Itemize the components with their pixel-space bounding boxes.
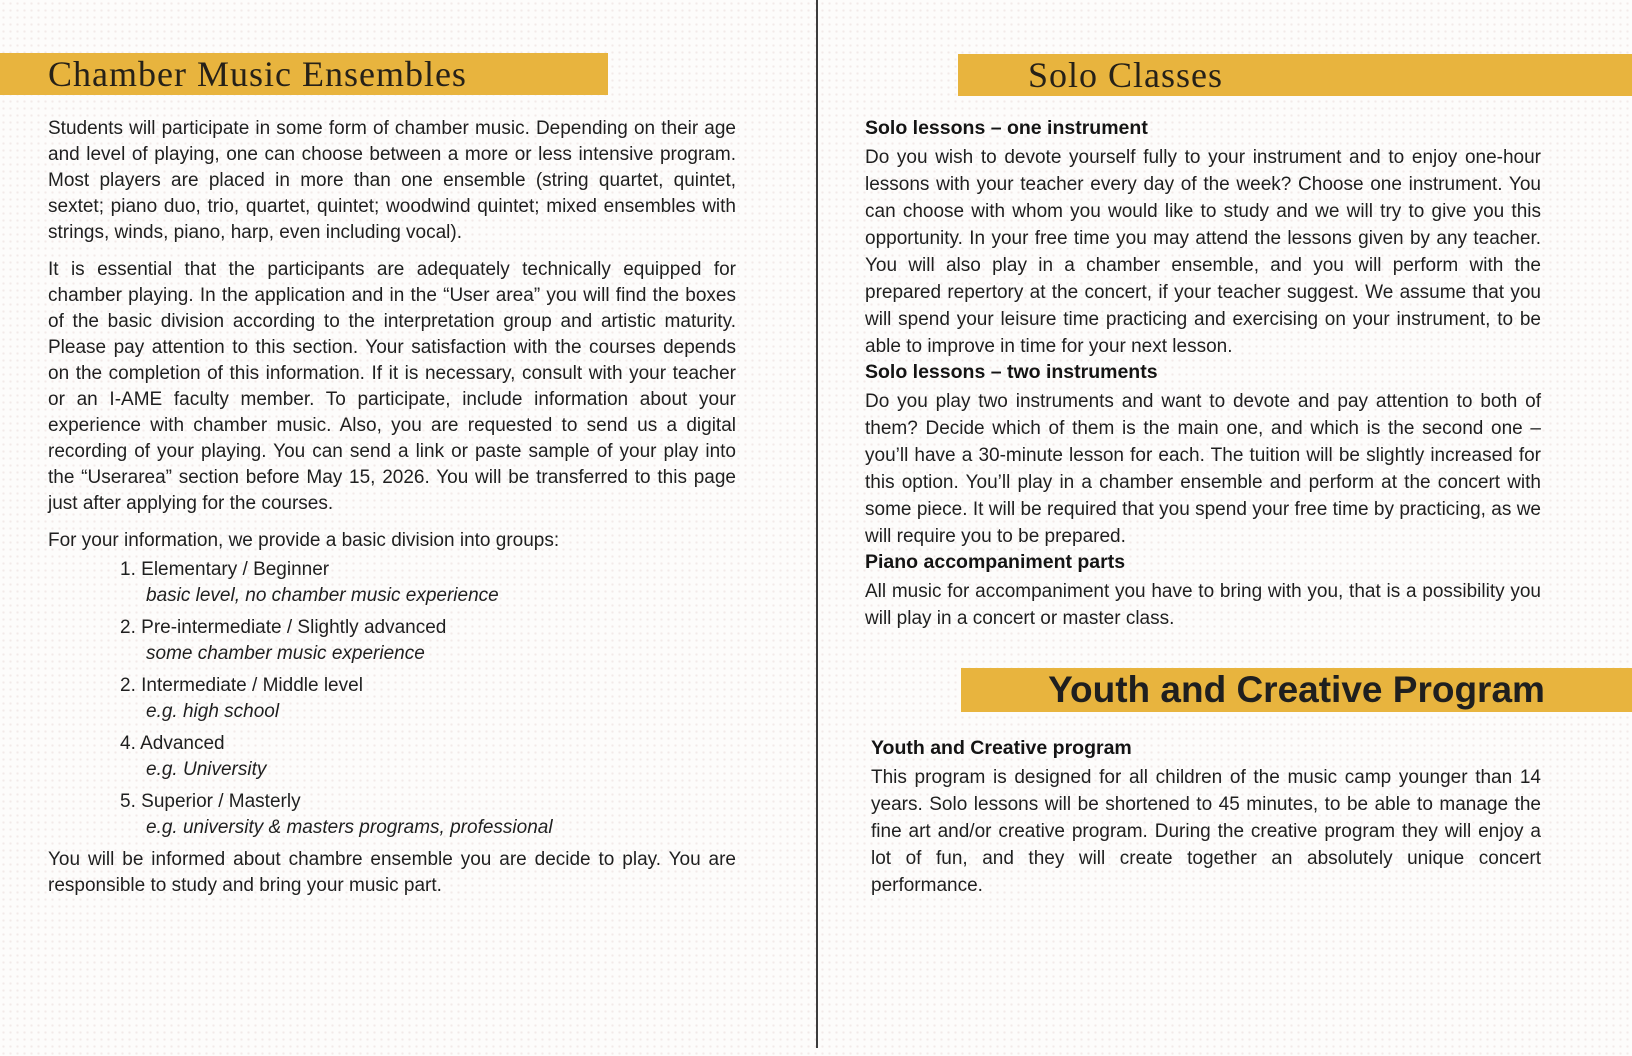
youth-paragraph: This program is designed for all children of the music camp younger than 14 years. Solo lessons will be shortened to 45 minutes, to be able to manage the fine art and/or creative program. During the creative program they will enjoy a lot of fun, and they will create together an absolutely unique concert performance. <box>871 767 1541 896</box>
group-label: 1. Elementary / Beginner <box>120 559 330 580</box>
group-item <box>120 731 736 783</box>
group-number: 5. <box>120 791 136 812</box>
group-list <box>48 557 736 841</box>
group-number: 2. <box>120 675 136 696</box>
group-number: 4. <box>120 733 136 754</box>
application-paragraph: It is essential that the participants are adequately technically equipped for chamber playing. In the application and in the “User area” you will find the boxes of the basic division according to the interpretation group and artistic maturity. Please pay attention to this section. Your satisfaction with the courses depends on the completion of this information. If it is necessary, consult with your teacher or an I-AME faculty member. To participate, include information about your experience with chamber music. Also, you are requested to send us a digital recording of your playing. You can send a link or paste sample of your play into the “Userarea” section before May 15, 2026. You will be transferred to this page just after applying for the courses. <box>48 259 736 514</box>
group-note: basic level, no chamber music experience <box>146 585 499 606</box>
group-item <box>120 557 736 609</box>
youth-heading: Youth and Creative program <box>871 737 1132 759</box>
group-item <box>120 673 736 725</box>
youth-program-title: Youth and Creative Program <box>1048 669 1545 710</box>
group-item <box>120 789 736 841</box>
solo-classes-banner <box>958 54 1632 96</box>
left-banner <box>0 53 608 95</box>
left-page-body <box>48 116 736 899</box>
group-label: 2. Pre-intermediate / Slightly advanced <box>120 617 447 638</box>
group-label: 5. Superior / Masterly <box>120 791 301 812</box>
group-number: 1. <box>120 559 136 580</box>
piano-accompaniment-paragraph: All music for accompaniment you have to bring with you, that is a possibility you will play in a concert or master class. <box>865 581 1541 629</box>
group-note: some chamber music experience <box>146 643 425 664</box>
group-note: e.g. university & masters programs, professional <box>146 817 553 838</box>
solo-one-paragraph: Do you wish to devote yourself fully to your instrument and to enjoy one-hour lessons with your teacher every day of the week? Choose one instrument. You can choose with whom you would like to study and we will try to give you this opportunity. In your free time you may attend the lessons given by any teacher. You will also play in a chamber ensemble, and you will perform with the prepared repertory at the concert, if your teacher suggest. We assume that you will spend your leisure time practicing and exercising on your instrument, to be able to improve in time for your next lesson. <box>865 147 1541 357</box>
group-note: e.g. University <box>146 759 267 780</box>
group-label: 2. Intermediate / Middle level <box>120 675 363 696</box>
solo-one-heading: Solo lessons – one instrument <box>865 117 1148 139</box>
solo-two-paragraph: Do you play two instruments and want to devote and pay attention to both of them? Decide which of them is the main one, and which is the second one – you’ll have a 30-minute lesson for each. The tuition will be slightly increased for this option. You’ll play in a chamber ensemble and perform at the concert with some piece. It will be required that you spend your free time by practicing, as we will require you to be prepared. <box>865 391 1541 547</box>
groups-intro: For your information, we provide a basic division into groups: <box>48 530 560 551</box>
solo-classes-title: Solo Classes <box>1028 55 1224 95</box>
group-item <box>120 615 736 667</box>
left-page-title: Chamber Music Ensembles <box>48 54 467 94</box>
closing-paragraph: You will be informed about chambre ensemble you are decide to play. You are responsible to study and bring your music part. <box>48 849 736 896</box>
youth-program-banner <box>961 668 1632 712</box>
group-number: 2. <box>120 617 136 638</box>
group-note: e.g. high school <box>146 701 280 722</box>
right-page-body <box>865 116 1545 899</box>
intro-paragraph: Students will participate in some form of chamber music. Depending on their age and level of playing, one can choose between a more or less intensive program. Most players are placed in more than one ensemble (string quartet, quintet, sextet; piano duo, trio, quartet, quintet; woodwind quintet; mixed ensembles with strings, winds, piano, harp, even including vocal). <box>48 118 736 243</box>
page-divider <box>816 0 818 1048</box>
solo-two-heading: Solo lessons – two instruments <box>865 361 1158 383</box>
piano-accompaniment-heading: Piano accompaniment parts <box>865 551 1126 573</box>
group-label: 4. Advanced <box>120 733 225 754</box>
